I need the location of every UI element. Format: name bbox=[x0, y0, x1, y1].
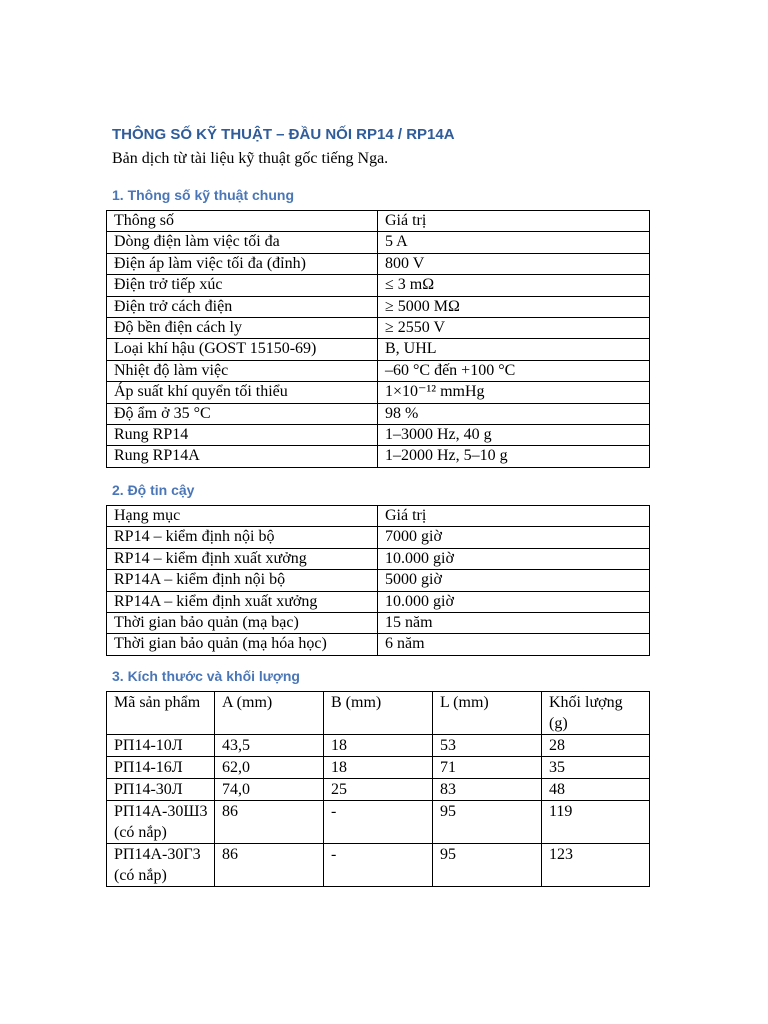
table-cell: 5000 giờ bbox=[378, 570, 650, 591]
table-row bbox=[107, 779, 650, 801]
table-cell: 6 năm bbox=[378, 634, 650, 655]
table-row bbox=[107, 591, 650, 612]
table-row bbox=[107, 296, 650, 317]
table-cell: –60 °C đến +100 °C bbox=[378, 360, 650, 381]
table-cell: 98 % bbox=[378, 403, 650, 424]
table-cell: 95 bbox=[433, 801, 542, 844]
section-2-heading: 2. Độ tin cậy bbox=[112, 482, 195, 498]
table-cell: 123 bbox=[542, 844, 650, 887]
table-header-cell: A (mm) bbox=[215, 692, 324, 735]
table-header-cell: Hạng mục bbox=[107, 506, 378, 527]
table-cell: 86 bbox=[215, 801, 324, 844]
table-cell: 1–3000 Hz, 40 g bbox=[378, 425, 650, 446]
table-cell: 35 bbox=[542, 757, 650, 779]
table-row bbox=[107, 527, 650, 548]
table-row bbox=[107, 382, 650, 403]
document-subtitle: Bản dịch từ tài liệu kỹ thuật gốc tiếng Nga. bbox=[112, 150, 389, 167]
document-title: THÔNG SỐ KỸ THUẬT – ĐẦU NỐI RP14 / RP14A bbox=[112, 126, 455, 143]
general-specs-table bbox=[106, 210, 650, 468]
table-cell: Áp suất khí quyển tối thiểu bbox=[107, 382, 378, 403]
table-header-cell: Giá trị bbox=[378, 506, 650, 527]
table-cell: 86 bbox=[215, 844, 324, 887]
table-cell: 5 A bbox=[378, 232, 650, 253]
table-cell: Thời gian bảo quản (mạ hóa học) bbox=[107, 634, 378, 655]
table-row bbox=[107, 801, 650, 844]
table-cell: ≥ 5000 MΩ bbox=[378, 296, 650, 317]
table-cell: 18 bbox=[324, 757, 433, 779]
table-cell: РП14-16Л bbox=[107, 757, 215, 779]
table-cell: RP14A – kiểm định nội bộ bbox=[107, 570, 378, 591]
table-cell: Độ bền điện cách ly bbox=[107, 318, 378, 339]
table-header-cell: Khối lượng (g) bbox=[542, 692, 650, 735]
table-cell: 7000 giờ bbox=[378, 527, 650, 548]
table-cell: Điện trở tiếp xúc bbox=[107, 275, 378, 296]
table-cell: RP14 – kiểm định xuất xưởng bbox=[107, 548, 378, 569]
table-cell: Rung RP14 bbox=[107, 425, 378, 446]
table-cell: 95 bbox=[433, 844, 542, 887]
table-cell: РП14А-30Г3 (có nắp) bbox=[107, 844, 215, 887]
table-cell: 74,0 bbox=[215, 779, 324, 801]
table-cell: 71 bbox=[433, 757, 542, 779]
table-row bbox=[107, 735, 650, 757]
table-row bbox=[107, 275, 650, 296]
table-header-cell: Giá trị bbox=[378, 211, 650, 232]
table-row bbox=[107, 403, 650, 424]
table-cell: Điện áp làm việc tối đa (đỉnh) bbox=[107, 253, 378, 274]
table-row bbox=[107, 318, 650, 339]
table-row bbox=[107, 232, 650, 253]
table-cell: RP14 – kiểm định nội bộ bbox=[107, 527, 378, 548]
table-cell: 28 bbox=[542, 735, 650, 757]
table-row bbox=[107, 570, 650, 591]
table-header-row bbox=[107, 692, 650, 735]
table-cell: 10.000 giờ bbox=[378, 591, 650, 612]
table-header-cell: B (mm) bbox=[324, 692, 433, 735]
table-cell: Độ ẩm ở 35 °C bbox=[107, 403, 378, 424]
table-cell: РП14-30Л bbox=[107, 779, 215, 801]
table-row bbox=[107, 360, 650, 381]
table-cell: Điện trở cách điện bbox=[107, 296, 378, 317]
table-cell: Thời gian bảo quản (mạ bạc) bbox=[107, 613, 378, 634]
table-cell: ≤ 3 mΩ bbox=[378, 275, 650, 296]
table-cell: Nhiệt độ làm việc bbox=[107, 360, 378, 381]
table-row bbox=[107, 613, 650, 634]
table-cell: Loại khí hậu (GOST 15150-69) bbox=[107, 339, 378, 360]
table-row bbox=[107, 548, 650, 569]
table-cell: - bbox=[324, 801, 433, 844]
table-row bbox=[107, 844, 650, 887]
table-header-row bbox=[107, 211, 650, 232]
table-header-row bbox=[107, 506, 650, 527]
table-row bbox=[107, 339, 650, 360]
table-cell: РП14А-30Ш3 (có nắp) bbox=[107, 801, 215, 844]
table-cell: 15 năm bbox=[378, 613, 650, 634]
table-header-cell: Mã sản phẩm bbox=[107, 692, 215, 735]
table-header-cell: L (mm) bbox=[433, 692, 542, 735]
reliability-table bbox=[106, 505, 650, 656]
table-cell: 25 bbox=[324, 779, 433, 801]
table-row bbox=[107, 425, 650, 446]
table-cell: Dòng điện làm việc tối đa bbox=[107, 232, 378, 253]
table-row bbox=[107, 757, 650, 779]
table-cell: ≥ 2550 V bbox=[378, 318, 650, 339]
section-3-heading: 3. Kích thước và khối lượng bbox=[112, 668, 300, 684]
table-cell: - bbox=[324, 844, 433, 887]
table-cell: Rung RP14A bbox=[107, 446, 378, 467]
table-cell: 43,5 bbox=[215, 735, 324, 757]
table-cell: RP14A – kiểm định xuất xưởng bbox=[107, 591, 378, 612]
table-cell: B, UHL bbox=[378, 339, 650, 360]
table-cell: 119 bbox=[542, 801, 650, 844]
table-cell: 53 bbox=[433, 735, 542, 757]
table-cell: 10.000 giờ bbox=[378, 548, 650, 569]
dimensions-table bbox=[106, 691, 650, 887]
table-cell: РП14-10Л bbox=[107, 735, 215, 757]
table-cell: 62,0 bbox=[215, 757, 324, 779]
table-cell: 18 bbox=[324, 735, 433, 757]
table-header-cell: Thông số bbox=[107, 211, 378, 232]
table-cell: 1×10⁻¹² mmHg bbox=[378, 382, 650, 403]
table-row bbox=[107, 446, 650, 467]
table-cell: 800 V bbox=[378, 253, 650, 274]
table-cell: 48 bbox=[542, 779, 650, 801]
table-cell: 83 bbox=[433, 779, 542, 801]
section-1-heading: 1. Thông số kỹ thuật chung bbox=[112, 187, 294, 203]
table-cell: 1–2000 Hz, 5–10 g bbox=[378, 446, 650, 467]
table-row bbox=[107, 634, 650, 655]
table-row bbox=[107, 253, 650, 274]
